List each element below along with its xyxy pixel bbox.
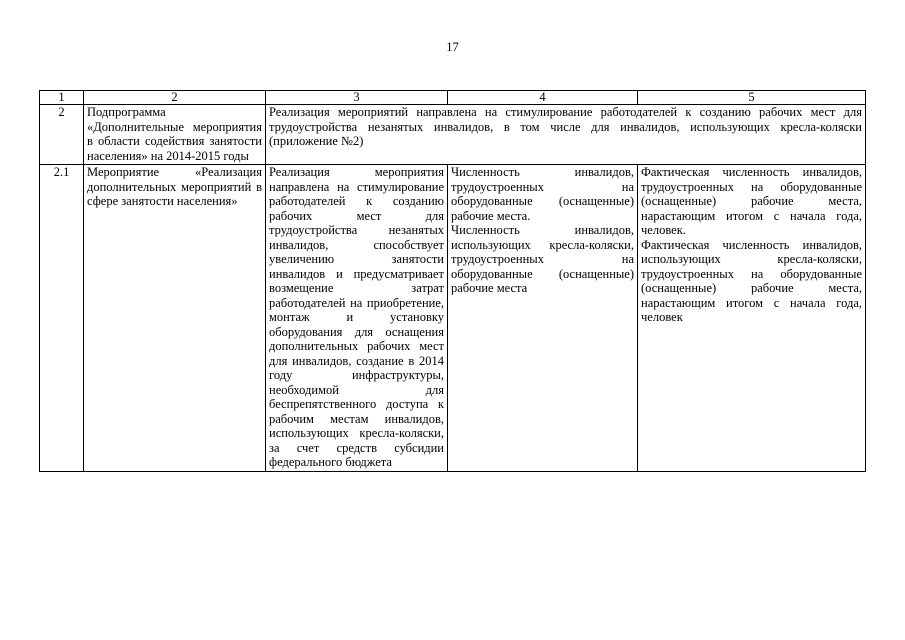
table-row — [40, 165, 866, 472]
header-cell-3: 3 — [266, 91, 448, 105]
row-number: 2 — [40, 105, 84, 165]
row-number: 2.1 — [40, 165, 84, 472]
measure-description: Реализация мероприятия направлена на стимулирование работодателей к созданию рабочих мест для трудоустройства незанятых инвалидов, способствует увеличению занятости инвалидов и предусматривает возмещение затрат работодателей на приобретение, монтаж и установку оборудования для оснащения дополнительных рабочих мест для инвалидов, создание в 2014 году инфраструктуры, необходимой для беспрепятственного доступа к рабочим местам инвалидов, использующих кресла-коляски, за счет средств субсидии федерального бюджета — [266, 165, 448, 472]
result-text: Фактическая численность инвалидов, использующих кресла-коляски, трудоустроенных на оборудованные (оснащенные) рабочие места, нарастающим итогом с начала года, человек — [641, 237, 862, 324]
header-row — [40, 91, 866, 105]
indicator-text: Численность инвалидов, трудоустроенных на оборудованные (оснащенные) рабочие места. — [451, 165, 634, 223]
header-cell-1: 1 — [40, 91, 84, 105]
indicators-cell — [448, 165, 638, 472]
header-cell-5: 5 — [638, 91, 866, 105]
page-number: 17 — [446, 40, 459, 54]
program-table — [39, 90, 866, 472]
results-cell — [638, 165, 866, 472]
table-row — [40, 105, 866, 165]
header-cell-4: 4 — [448, 91, 638, 105]
indicator-text: Численность инвалидов, использующих кресла-коляски, трудоустроенных на оборудованные (оснащенные) рабочие места — [451, 223, 634, 295]
result-text: Фактическая численность инвалидов, трудоустроенных на оборудованные (оснащенные) рабочие места, нарастающим итогом с начала года, человек. — [641, 165, 862, 237]
header-cell-2: 2 — [84, 91, 266, 105]
subprogram-description: Реализация мероприятий направлена на стимулирование работодателей к созданию рабочих мест для трудоустройства незанятых инвалидов, в том числе для инвалидов, использующих кресла-коляски (приложение №2) — [266, 105, 866, 165]
subprogram-name: Подпрограмма «Дополнительные мероприятия в области содействия занятости населения» на 2014-2015 годы — [84, 105, 266, 165]
measure-name: Мероприятие «Реализация дополнительных мероприятий в сфере занятости населения» — [84, 165, 266, 472]
